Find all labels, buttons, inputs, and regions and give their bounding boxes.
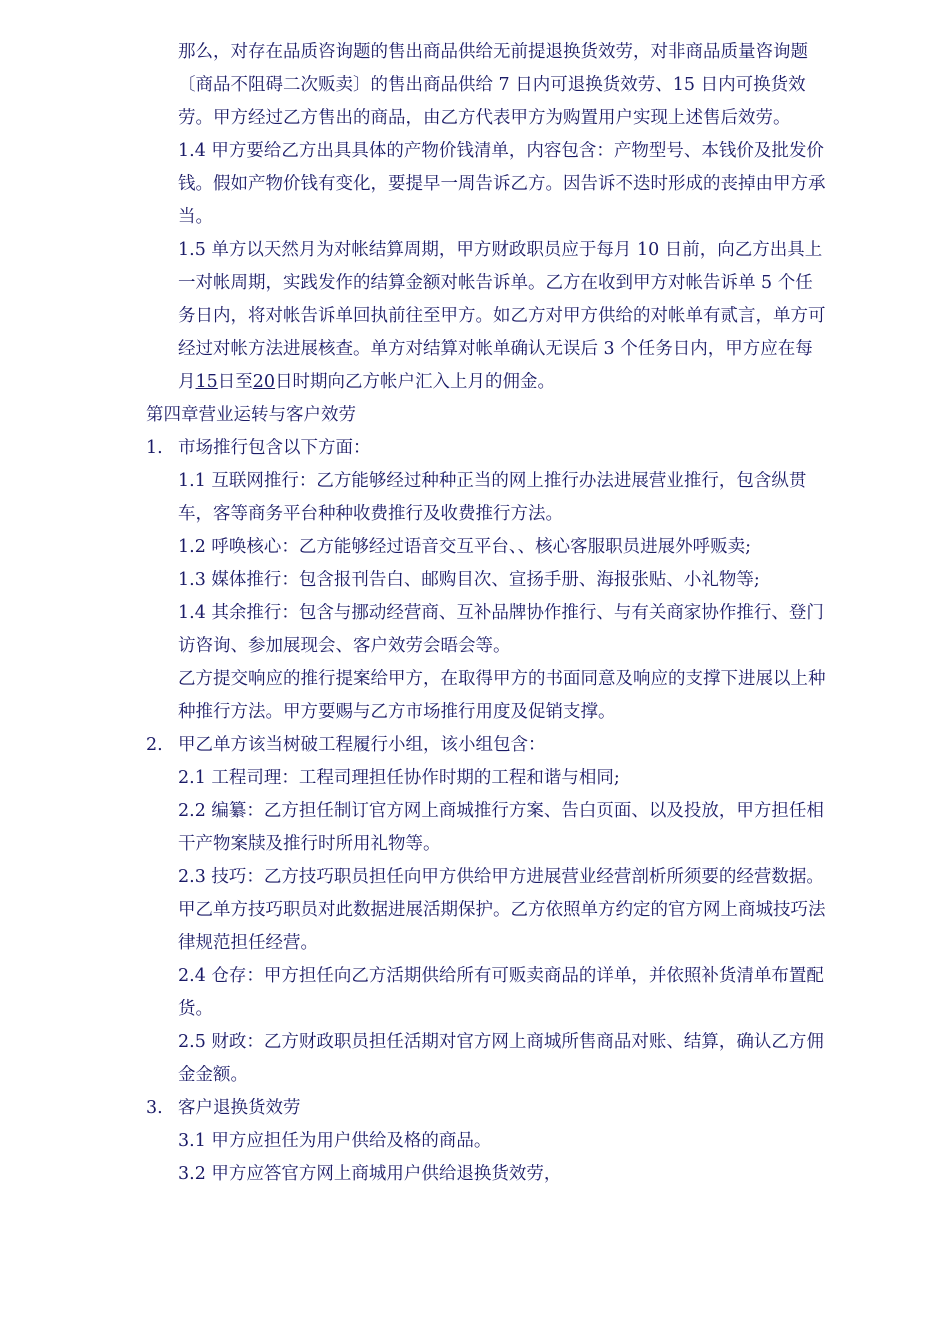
item-1-note: 乙方提交响应的推行提案给甲方，在取得甲方的书面同意及响应的支撑下进展以上种种推行方法。甲方要赐与乙方市场推行用度及促销支撑。 <box>178 669 826 722</box>
item-1-3: 1.3 媒体推行：包含报刊告白、邮购目次、宣扬手册、海报张贴、小礼物等; <box>178 570 760 590</box>
chapter-title: 第四章营业运转与客户效劳 <box>146 405 356 425</box>
section-number: 2. <box>146 735 163 755</box>
paragraph-1-5-part-c: 日时期向乙方帐户汇入上月的佣金。 <box>275 372 556 392</box>
item-2-4: 2.4 仓存：甲方担任向乙方活期供给所有可贩卖商品的详单，并依照补货清单布置配货。 <box>178 966 824 1019</box>
section-3-heading <box>146 1092 830 1125</box>
item-2-3: 2.3 技巧：乙方技巧职员担任向甲方供给甲方进展营业经营剖析所须要的经营数据。甲乙单方技巧职员对此数据进展活期保护。乙方依照单方约定的官方网上商城技巧法律规范担任经营。 <box>178 867 826 953</box>
paragraph-after-sales: 那么，对存在品质咨询题的售出商品供给无前提退换货效劳，对非商品质量咨询题〔商品不阻碍二次贩卖〕的售出商品供给 7 日内可退换货效劳、15 日内可换货效劳。甲方经过乙方售出的商品，由乙方代表甲方为购置用户实现上述售后效劳。 <box>178 42 808 128</box>
item-3-2: 3.2 甲方应答官方网上商城用户供给退换货效劳， <box>178 1164 562 1184</box>
item-1-1: 1.1 互联网推行：乙方能够经过种种正当的网上推行办法进展营业推行，包含纵贯车，客等商务平台种种收费推行及收费推行方法。 <box>178 471 807 524</box>
paragraph-1-4: 1.4 甲方要给乙方出具具体的产物价钱清单，内容包含：产物型号、本钱价及批发价钱。假如产物价钱有变化，要提早一周告诉乙方。因告诉不迭时形成的丧掉由甲方承当。 <box>178 141 826 227</box>
item-2-5: 2.5 财政：乙方财政职员担任活期对官方网上商城所售商品对账、结算，确认乙方佣金金额。 <box>178 1032 824 1085</box>
paragraph-1-5-part-a: 1.5 单方以天然月为对帐结算周期，甲方财政职员应于每月 10 日前，向乙方出具上一对帐周期，实践发作的结算金额对帐告诉单。乙方在收到甲方对帐告诉单 5 个任务日内，将对帐告诉单回执前往至甲方。如乙方对甲方供给的对帐单有贰言，单方可经过对帐方法进展核查。单方对结算对帐单确认无误后 3 个任务日内，甲方应在每月 <box>178 240 826 392</box>
section-number: 1. <box>146 438 163 458</box>
day-start: 15 <box>195 372 218 392</box>
section-title: 客户退换货效劳 <box>178 1098 301 1118</box>
paragraph-1-5-part-b: 日至 <box>217 372 253 392</box>
item-1-4: 1.4 其余推行：包含与挪动经营商、互补品牌协作推行、与有关商家协作推行、登门访咨询、参加展现会、客户效劳会晤会等。 <box>178 603 824 656</box>
section-title: 甲乙单方该当树破工程履行小组，该小组包含： <box>178 735 546 755</box>
section-number: 3. <box>146 1098 163 1118</box>
section-title: 市场推行包含以下方面： <box>178 438 371 458</box>
item-2-1: 2.1 工程司理：工程司理担任协作时期的工程和谐与相同; <box>178 768 620 788</box>
day-end: 20 <box>252 372 276 392</box>
section-2-heading <box>146 729 830 762</box>
section-1-heading <box>146 432 830 465</box>
paragraph-1-5 <box>178 234 830 399</box>
item-3-1: 3.1 甲方应担任为用户供给及格的商品。 <box>178 1131 492 1151</box>
item-1-2: 1.2 呼唤核心：乙方能够经过语音交互平台、、核心客服职员进展外呼贩卖; <box>178 537 752 557</box>
item-2-2: 2.2 编纂：乙方担任制订官方网上商城推行方案、告白页面、以及投放，甲方担任相干产物案牍及推行时所用礼物等。 <box>178 801 824 854</box>
